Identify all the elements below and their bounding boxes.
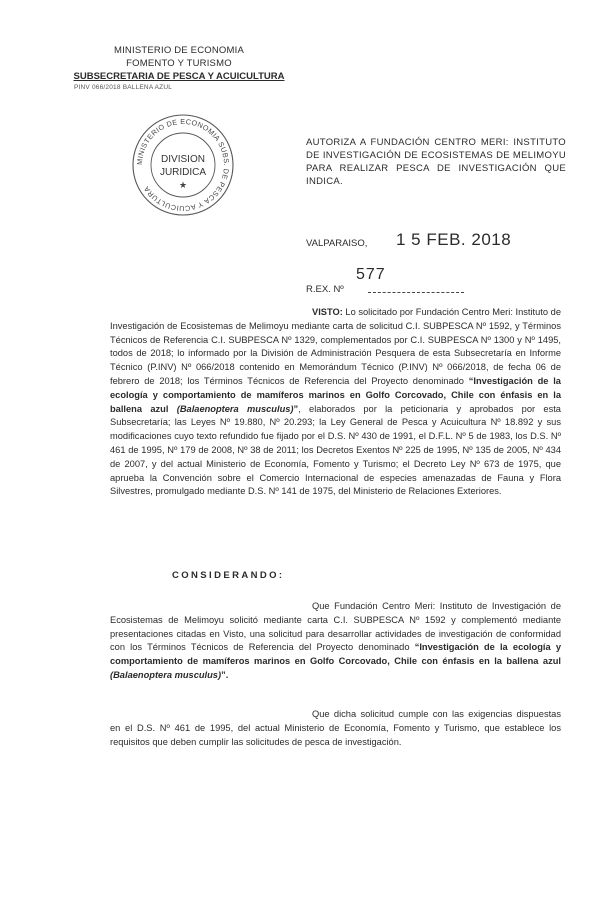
ministry-name: MINISTERIO DE ECONOMIA: [113, 45, 245, 56]
considerando-heading: CONSIDERANDO:: [172, 570, 285, 581]
considerando-paragraph-1: [110, 600, 561, 683]
date-stamp: 1 5 FEB. 2018: [396, 230, 512, 249]
visto-quote-close: ”: [293, 403, 299, 414]
resolution-number-line: [306, 266, 566, 300]
ministry-subname: FOMENTO Y TURISMO: [126, 58, 232, 69]
considerando-1-species: (Balaenoptera musculus): [110, 669, 222, 680]
considerando-1-quote-close: ”.: [221, 669, 229, 680]
resolution-prefix: R.EX. Nº: [306, 284, 344, 295]
visto-paragraph: [110, 306, 561, 499]
resolution-subject: AUTORIZA A FUNDACIÓN CENTRO MERI: INSTITUTO DE INVESTIGACIÓN DE ECOSISTEMAS DE MELIMOYU PARA REALIZAR PESCA DE INVESTIGACIÓN QUE INDICA.: [306, 137, 566, 187]
considerando-paragraph-2: Que dicha solicitud cumple con las exigencias dispuestas en el D.S. Nº 461 de 1995, del actual Ministerio de Economía, Fomento y Turismo, que establece los requisitos que deben cumplir las solicitudes de pesca de investigación.: [110, 709, 561, 747]
visto-project-title: “Investigación de la ecología y comportamiento de mamíferos marinos en Golfo Corcovado, Chile con énfasis en la ballena azul: [110, 375, 561, 414]
resolution-number: 577: [356, 266, 386, 283]
division-juridica-stamp: [128, 110, 238, 220]
considerando-1-project-title: “Investigación de la ecología y comportamiento de mamíferos marinos en Golfo Corcovado, Chile con énfasis en la ballena azul: [110, 642, 561, 667]
visto-text-2: , elaborados por la peticionaria y aprobados por esta Subsecretaría; las Leyes Nº 19.880, Nº 20.293; la Ley General de Pesca y Acuicultura Nº 18.892 y sus modificaciones cuyo texto refundido fue fijado por el D.S. Nº 430 de 1991, el D.F.L. Nº 5 de 1983, los D.S. Nº 461 de 1995, Nº 179 de 2008, Nº 38 de 2011; los Decretos Exentos Nº 225 de 1995, Nº 135 de 2005, Nº 434 de 2007, y del actual Ministerio de Economía, Fomento y Turismo; el Decreto Ley Nº 673 de 1975, que aprueba la Convención sobre el Comercio Internacional de especies amenazadas de Fauna y Flora Silvestres, promulgado mediante D.S. Nº 141 de 1975, del Ministerio de Relaciones Exteriores.: [110, 403, 561, 497]
stamp-center-line1: DIVISION: [161, 154, 205, 165]
resolution-blank-line: [368, 292, 464, 293]
visto-label: VISTO:: [312, 307, 343, 317]
considerando-1-text: Que Fundación Centro Meri: Instituto de Investigación de Ecosistemas de Melimoyu solicitó mediante carta C.I. SUBPESCA Nº 1592 y complementó mediante presentaciones citadas en Visto, una solicitud para desarrollar actividades de investigación de conformidad con los Términos Técnicos de Referencia del Proyecto denominado: [110, 601, 561, 653]
file-reference: PINV 066/2018 BALLENA AZUL: [74, 84, 173, 91]
subsecretaria-name: SUBSECRETARIA DE PESCA Y ACUICULTURA: [73, 71, 285, 82]
letterhead: [64, 44, 294, 93]
stamp-star-icon: ★: [178, 181, 188, 191]
date-line: [306, 230, 566, 254]
svg-text:MINISTERIO DE ECONOMIA SUBS. D: [135, 117, 231, 213]
visto-text-1: Lo solicitado por Fundación Centro Meri: Instituto de Investigación de Ecosistemas de Melimoyu mediante carta de solicitud C.I. SUBPESCA Nº 1592, y Términos Técnicos de Referencia C.I. SUBPESCA Nº 1329, complementados por C.I. SUBPESCA Nº 1300 y Nº 1495, todos de 2018; lo informado por la División de Administración Pesquera de esta Subsecretaría en Informe Técnico (P.INV) Nº 066/2018 contenido en Memorándum Técnico (P.INV) Nº 066/2018, de fecha 06 de febrero de 2018; los Términos Técnicos de Referencia del Proyecto denominado: [110, 307, 561, 386]
date-place: VALPARAISO,: [306, 238, 368, 249]
visto-species: (Balaenoptera musculus): [176, 403, 294, 414]
stamp-center-line2: JURIDICA: [159, 167, 207, 178]
stamp-ring-text: MINISTERIO DE ECONOMIA SUBS. DE PESCA Y ACUICULTURA: [134, 116, 232, 214]
